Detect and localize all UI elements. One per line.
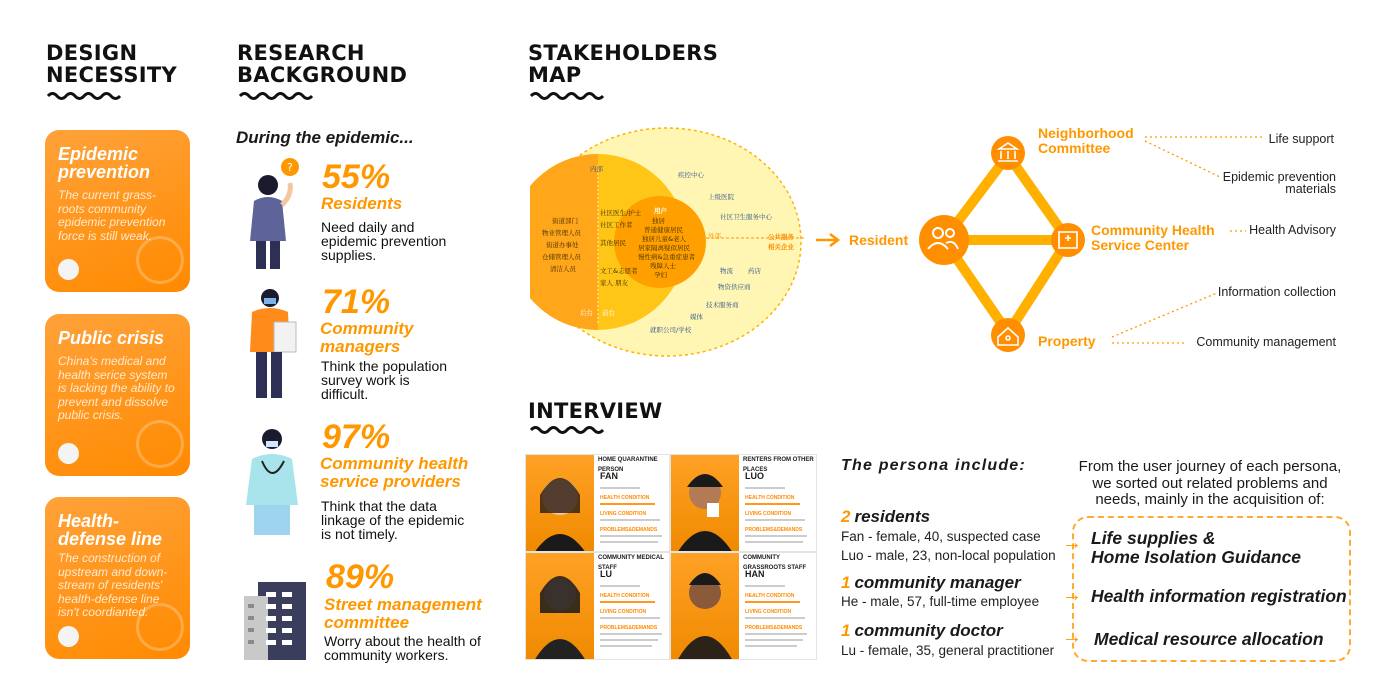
text-line xyxy=(745,519,805,521)
ring-frontstage: 前台 xyxy=(602,309,615,317)
progress-line xyxy=(745,601,800,603)
persona-card-name: HAN xyxy=(745,569,765,579)
text-line xyxy=(600,585,640,587)
ring-label: 残障人士 xyxy=(650,262,676,270)
note-life-support: Life support xyxy=(1268,132,1334,146)
ring-label: 文工&志愿者 xyxy=(600,267,638,275)
persona-detail: Fan - female, 40, suspected case xyxy=(841,529,1041,544)
arrow-right-icon: → xyxy=(1062,584,1082,606)
text-line xyxy=(600,535,662,537)
stat-role: Residents xyxy=(321,194,403,213)
persona-section: HEALTH CONDITION xyxy=(600,593,650,599)
persona-detail: Lu - female, 35, general practitioner xyxy=(841,643,1055,658)
text-line xyxy=(600,639,658,641)
need-health-information: Health information registration xyxy=(1091,586,1347,606)
stat-role: Community health service providers xyxy=(320,454,469,491)
ring-public-service: 公共服务 xyxy=(768,233,794,241)
text-line xyxy=(745,645,797,647)
text-line xyxy=(600,519,660,521)
ring-label: 清洁人员 xyxy=(550,265,576,273)
text-line xyxy=(600,541,658,543)
card-title: Epidemic prevention xyxy=(58,144,151,182)
persona-card-han xyxy=(670,552,817,660)
persona-card-name: LUO xyxy=(745,471,764,481)
stakeholder-ring-diagram xyxy=(530,125,805,360)
note-information-collection: Information collection xyxy=(1217,285,1336,299)
need-life-supplies: Life supplies & Home Isolation Guidance xyxy=(1091,528,1302,567)
ring-label: 就职公司/学校 xyxy=(650,326,692,334)
progress-line xyxy=(745,503,800,505)
stat-role: Street management committee xyxy=(324,595,482,632)
card-dot xyxy=(58,259,79,280)
persona-section: LIVING CONDITION xyxy=(600,511,647,517)
virus-watermark-icon xyxy=(136,236,184,284)
group-label: community manager xyxy=(854,573,1021,592)
research-subtitle: During the epidemic... xyxy=(236,128,414,147)
persona-section: PROBLEMS&DEMANDS xyxy=(745,625,803,631)
manager-with-clipboard-icon xyxy=(240,288,306,402)
design-card-public-crisis xyxy=(45,314,190,476)
ring-related-companies: 相关企业 xyxy=(768,243,794,251)
building-icon xyxy=(244,582,306,660)
card-dot xyxy=(58,443,79,464)
persona-section: HEALTH CONDITION xyxy=(745,593,795,599)
doctor-watermark-icon xyxy=(136,420,184,468)
text-line xyxy=(745,541,803,543)
ring-label: 媒体 xyxy=(690,313,703,321)
ring-label: 物流 xyxy=(720,267,733,275)
resident-label: Resident xyxy=(849,232,909,248)
stat-role: Community managers xyxy=(320,319,414,356)
persona-section: HEALTH CONDITION xyxy=(745,495,795,501)
stakeholders-map-heading: STAKEHOLDERS MAP xyxy=(528,41,719,87)
text-line xyxy=(600,617,660,619)
ring-core-title: 用户 xyxy=(654,207,667,215)
ring-label: 技术服务商 xyxy=(706,301,739,309)
ring-label: 药店 xyxy=(748,267,761,275)
ring-label: 其他居民 xyxy=(600,239,626,247)
group-count: 1 xyxy=(841,621,851,640)
research-background-heading: RESEARCH BACKGROUND xyxy=(237,41,408,87)
persona-card-name: FAN xyxy=(600,471,618,481)
ring-label: 疾控中心 xyxy=(678,171,704,179)
persona-section: LIVING CONDITION xyxy=(745,511,792,517)
ring-label: 社区工作者 xyxy=(600,221,633,229)
need-medical-resource: Medical resource allocation xyxy=(1094,629,1324,649)
persona-section: PROBLEMS&DEMANDS xyxy=(600,527,658,533)
group-count: 1 xyxy=(841,573,851,592)
persona-section: PROBLEMS&DEMANDS xyxy=(745,527,803,533)
persona-group-residents xyxy=(841,507,930,527)
persona-card-heading: HOME QUARANTINE PERSON xyxy=(598,457,658,473)
ring-label: 物业管理人员 xyxy=(542,229,581,237)
stakeholders-wave-divider xyxy=(529,91,605,101)
card-body: The current grass-roots community epidemic prevention force is still weak. xyxy=(58,188,166,243)
text-line xyxy=(600,487,640,489)
node-community-health-service-center: Community Health Service Center xyxy=(1091,222,1215,253)
persona-section: HEALTH CONDITION xyxy=(600,495,650,501)
design-card-health-defense-line xyxy=(45,497,190,659)
group-count: 2 xyxy=(841,507,851,526)
thinking-woman-icon xyxy=(240,155,306,273)
persona-title: The persona include: xyxy=(841,457,1026,474)
interview-heading: INTERVIEW xyxy=(528,399,663,423)
ring-label: 慢性病&急重症患者 xyxy=(638,253,696,261)
ring-label: 居家隔离疑似居民 xyxy=(638,244,690,252)
persona-photo xyxy=(671,455,739,551)
stat-percent: 55% xyxy=(322,158,391,196)
ring-label: 孕妇 xyxy=(654,271,667,279)
ring-label: 社区卫生服务中心 xyxy=(720,213,772,221)
persona-detail: He - male, 57, full-time employee xyxy=(841,594,1040,609)
persona-group-manager xyxy=(841,573,1021,593)
persona-card-heading: RENTERS FROM OTHER PLACES xyxy=(743,457,814,473)
group-label: residents xyxy=(854,507,931,526)
ring-label: 仓储管理人员 xyxy=(542,253,581,261)
stat-description: Think the population survey work is difficult. xyxy=(321,358,448,402)
persona-card-name: LU xyxy=(600,569,612,579)
ring-label: 社区医生/护士 xyxy=(600,209,642,217)
persona-card-heading: COMMUNITY MEDICAL STAFF xyxy=(598,555,664,571)
note-epidemic-prevention-materials: Epidemic prevention materials xyxy=(1222,170,1336,196)
ring-backstage: 后台 xyxy=(580,309,593,317)
note-health-advisory: Health Advisory xyxy=(1249,223,1336,237)
ring-label: 街道部门 xyxy=(552,217,578,225)
node-neighborhood-committee: Neighborhood Committee xyxy=(1038,125,1134,156)
ring-label: 物资供应商 xyxy=(718,283,751,291)
text-line xyxy=(600,645,652,647)
nurse-icon xyxy=(240,425,306,543)
arrow-right-icon: → xyxy=(1062,532,1082,554)
group-label: community doctor xyxy=(854,621,1003,640)
design-necessity-heading: DESIGN NECESSITY xyxy=(46,41,178,87)
text-line xyxy=(745,633,807,635)
persona-section: PROBLEMS&DEMANDS xyxy=(600,625,658,631)
journey-summary: From the user journey of each persona, we sorted out related problems and needs, mainly in the acquisition of: xyxy=(1078,458,1342,508)
text-line xyxy=(745,535,807,537)
persona-photo xyxy=(526,455,594,551)
persona-photo xyxy=(671,553,739,659)
stat-percent: 71% xyxy=(322,283,391,321)
ring-label: 独居儿童&老人 xyxy=(642,235,687,243)
persona-card-luo xyxy=(670,454,817,552)
arrow-right-icon: → xyxy=(1062,626,1082,648)
progress-line xyxy=(600,601,655,603)
card-title: Health-defense line xyxy=(58,511,163,549)
stat-description: Need daily and epidemic prevention supplies. xyxy=(321,219,447,263)
stat-description: Worry about the health of community workers. xyxy=(324,633,481,663)
persona-card-fan xyxy=(525,454,670,552)
stat-percent: 89% xyxy=(326,558,395,596)
card-body: The construction of upstream and down-stream of residents' health-defense line isn't coordianted. xyxy=(58,551,168,619)
ring-label: 上级医院 xyxy=(708,193,734,201)
ring-label: 街道办事处 xyxy=(546,241,579,249)
stat-description: Think that the data linkage of the epidemic is not timely. xyxy=(321,498,465,542)
svg-text:?: ? xyxy=(287,161,293,174)
shield-watermark-icon xyxy=(136,603,184,651)
text-line xyxy=(745,585,785,587)
note-community-management: Community management xyxy=(1196,335,1336,349)
card-title: Public crisis xyxy=(58,328,165,348)
design-card-epidemic-prevention xyxy=(45,130,190,292)
ring-external: 外部 xyxy=(708,232,721,240)
ring-label: 普通健康居民 xyxy=(644,226,683,234)
card-body: China's medical and health serice system is lacking the ability to prevent and dissolve public crisis. xyxy=(58,354,175,422)
interview-wave-divider xyxy=(529,425,605,435)
arrow-to-resident-icon xyxy=(814,232,842,248)
node-property: Property xyxy=(1038,333,1096,349)
persona-card-lu xyxy=(525,552,670,660)
stat-percent: 97% xyxy=(322,418,391,456)
design-wave-divider xyxy=(46,91,122,101)
text-line xyxy=(745,617,805,619)
persona-detail: Luo - male, 23, non-local population xyxy=(841,548,1056,563)
persona-section: LIVING CONDITION xyxy=(745,609,792,615)
text-line xyxy=(745,639,803,641)
research-wave-divider xyxy=(238,91,314,101)
text-line xyxy=(745,487,785,489)
persona-group-doctor xyxy=(841,621,1003,641)
progress-line xyxy=(600,503,655,505)
persona-card-heading: COMMUNITY GRASSROOTS STAFF xyxy=(743,555,807,571)
text-line xyxy=(600,633,662,635)
card-dot xyxy=(58,626,79,647)
persona-photo xyxy=(526,553,594,659)
ring-label: 家人 朋友 xyxy=(600,279,629,287)
persona-section: LIVING CONDITION xyxy=(600,609,647,615)
ring-inner-top: 内部 xyxy=(590,165,603,173)
ring-label: 独居 xyxy=(652,217,665,225)
